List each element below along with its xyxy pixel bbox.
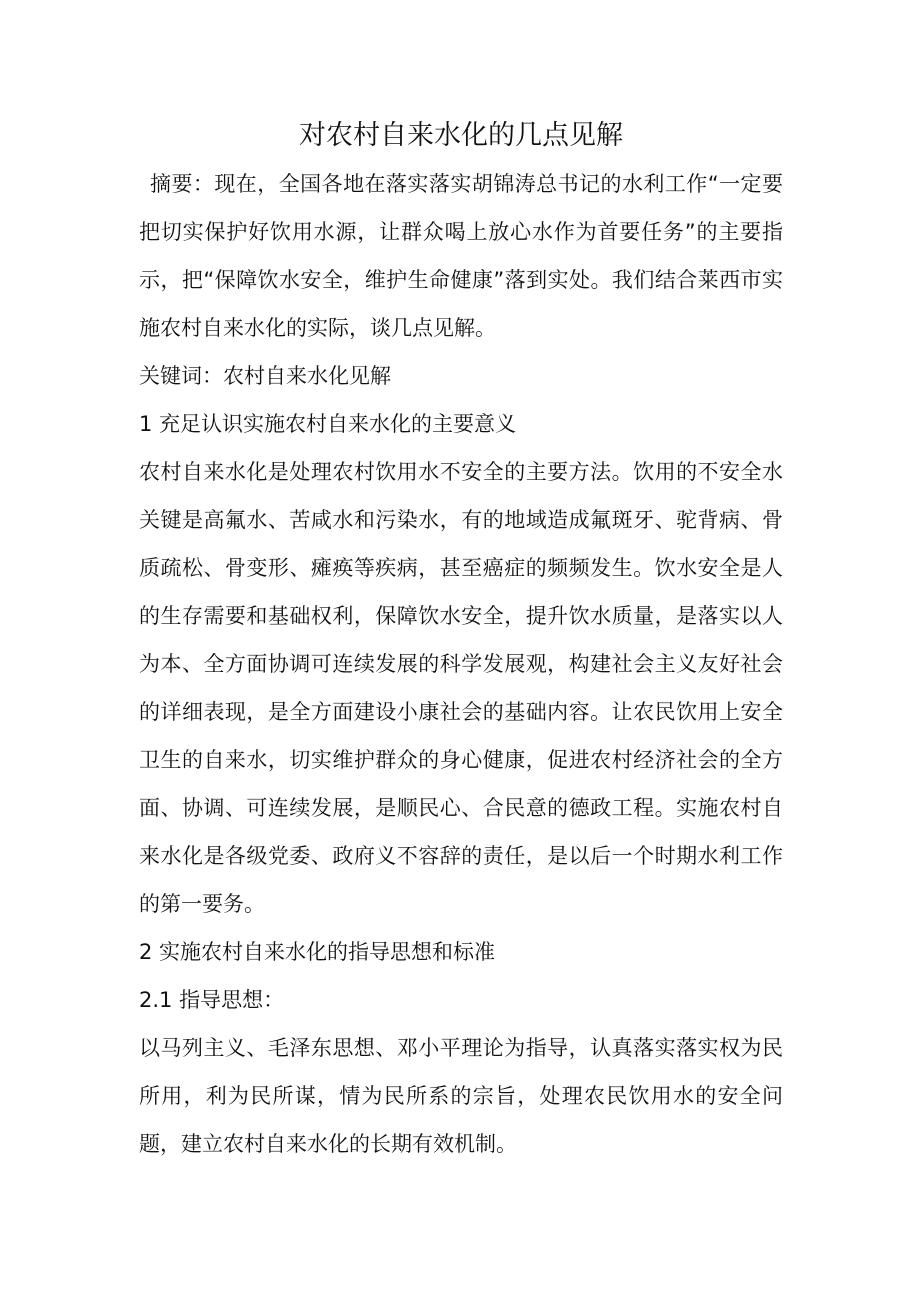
document-body <box>139 112 783 1168</box>
section-1-heading: 1 充足认识实施农村自来水化的主要意义 <box>139 412 517 436</box>
section-1-paragraph: 农村自来水化是处理农村饮用水不安全的主要方法。饮用的不安全水关键是高氟水、苦咸水和污染水，有的地域造成氟斑牙、驼背病、骨质疏松、骨变形、瘫痪等疾病，甚至癌症的频频发生。饮水安全是人的生存需要和基础权利，保障饮水安全，提升饮水质量，是落实以人为本、全方面协调可连续发展的科学发展观，构建社会主义友好社会的详细表现，是全方面建设小康社会的基础内容。让农民饮用上安全卫生的自来水，切实维护群众的身心健康，促进农村经济社会的全方面、协调、可连续发展，是顺民心、合民意的德政工程。实施农村自来水化是各级党委、政府义不容辞的责任，是以后一个时期水利工作的第一要务。 <box>139 460 783 916</box>
section-2-1-paragraph: 以马列主义、毛泽东思想、邓小平理论为指导，认真落实落实权为民所用，利为民所谋，情为民所系的宗旨，处理农民饮用水的安全问题，建立农村自来水化的长期有效机制。 <box>139 1036 783 1156</box>
section-2-heading: 2 实施农村自来水化的指导思想和标准 <box>139 940 496 964</box>
document-title: 对农村自来水化的几点见解 <box>299 120 623 151</box>
abstract-paragraph: 摘要：现在，全国各地在落实落实胡锦涛总书记的水利工作“一定要把切实保护好饮用水源，让群众喝上放心水作为首要任务”的主要指示，把“保障饮水安全，维护生命健康”落到实处。我们结合莱西市实施农村自来水化的实际，谈几点见解。 <box>139 172 783 340</box>
section-2-1-heading: 2.1 指导思想： <box>139 988 285 1012</box>
keywords-line: 关键词：农村自来水化见解 <box>139 364 391 388</box>
